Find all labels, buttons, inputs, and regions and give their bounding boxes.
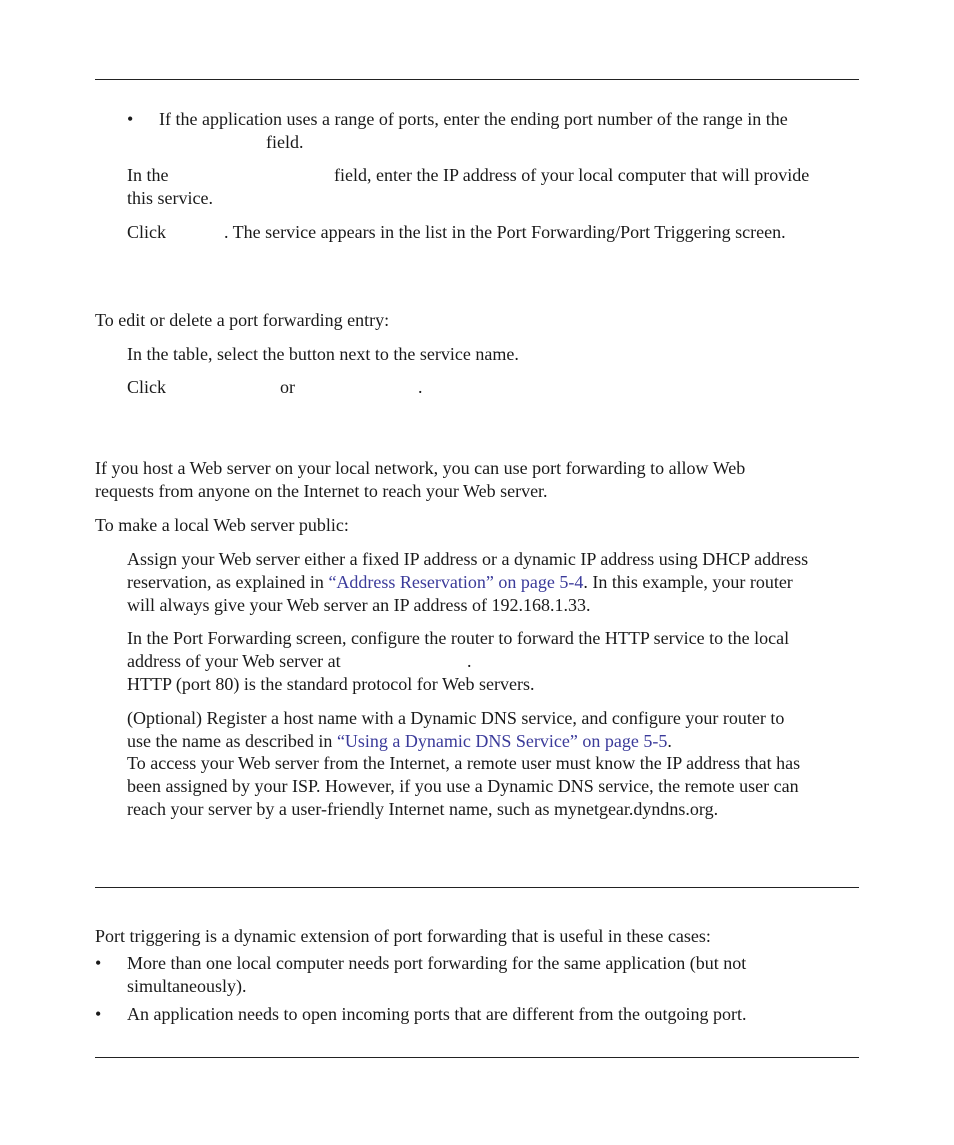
ip-instruction-cont: this service.	[127, 188, 213, 208]
webserver-step-2-period: .	[467, 651, 472, 671]
bullet-marker: •	[127, 109, 134, 129]
bullet-text-cont: field.	[266, 132, 304, 152]
triggering-bullet-2: An application needs to open incoming ports that are different from the outgoing port.	[127, 1004, 747, 1024]
ip-instruction-start: In the	[127, 165, 169, 185]
webserver-step-2-cont: address of your Web server at	[127, 651, 341, 671]
header-rule	[95, 79, 859, 80]
address-reservation-link[interactable]: “Address Reservation” on page 5-4	[328, 572, 584, 592]
click-instruction-start: Click	[127, 222, 166, 242]
dynamic-dns-link[interactable]: “Using a Dynamic DNS Service” on page 5-5	[336, 731, 668, 751]
edit-intro: To edit or delete a port forwarding entry:	[95, 310, 390, 330]
section-rule	[95, 887, 859, 888]
webserver-step-1-end: will always give your Web server an IP address of 192.168.1.33.	[127, 595, 591, 615]
webserver-paragraph-cont: requests from anyone on the Internet to reach your Web server.	[95, 481, 548, 501]
webserver-step-3-cont: use the name as described in “Using a Dynamic DNS Service” on page 5-5.	[127, 731, 672, 751]
triggering-bullet-1-cont: simultaneously).	[127, 976, 247, 996]
triggering-bullet-1: More than one local computer needs port forwarding for the same application (but not	[127, 953, 747, 973]
edit-step-1: In the table, select the button next to the service name.	[127, 344, 519, 364]
edit-step-2-or: or	[280, 377, 295, 397]
webserver-step-2: In the Port Forwarding screen, configure the router to forward the HTTP service to the local	[127, 628, 790, 648]
bullet-marker: •	[95, 953, 102, 973]
bullet-text: If the application uses a range of ports, enter the ending port number of the range in the	[159, 109, 788, 129]
ip-instruction-text: field, enter the IP address of your local computer that will provide	[334, 165, 810, 185]
edit-step-2-click: Click	[127, 377, 166, 397]
webserver-intro: To make a local Web server public:	[95, 515, 349, 535]
edit-step-2-period: .	[418, 377, 423, 397]
webserver-step-3: (Optional) Register a host name with a Dynamic DNS service, and configure your router to	[127, 708, 785, 728]
click-instruction-text: . The service appears in the list in the Port Forwarding/Port Triggering screen.	[224, 222, 786, 242]
webserver-step-2-note: HTTP (port 80) is the standard protocol for Web servers.	[127, 674, 535, 694]
webserver-step-1: Assign your Web server either a fixed IP address or a dynamic IP address using DHCP address	[127, 549, 809, 569]
webserver-step-3-note-end: reach your server by a user-friendly Internet name, such as mynetgear.dyndns.org.	[127, 799, 719, 819]
footer-rule	[95, 1057, 859, 1058]
triggering-intro: Port triggering is a dynamic extension of port forwarding that is useful in these cases:	[95, 926, 711, 946]
webserver-step-1-cont: reservation, as explained in “Address Reservation” on page 5-4. In this example, your router	[127, 572, 793, 592]
webserver-paragraph: If you host a Web server on your local network, you can use port forwarding to allow Web	[95, 458, 746, 478]
bullet-marker: •	[95, 1004, 102, 1024]
webserver-step-3-note: To access your Web server from the Internet, a remote user must know the IP address that has	[127, 753, 801, 773]
webserver-step-3-note-cont: been assigned by your ISP. However, if you use a Dynamic DNS service, the remote user can	[127, 776, 799, 796]
